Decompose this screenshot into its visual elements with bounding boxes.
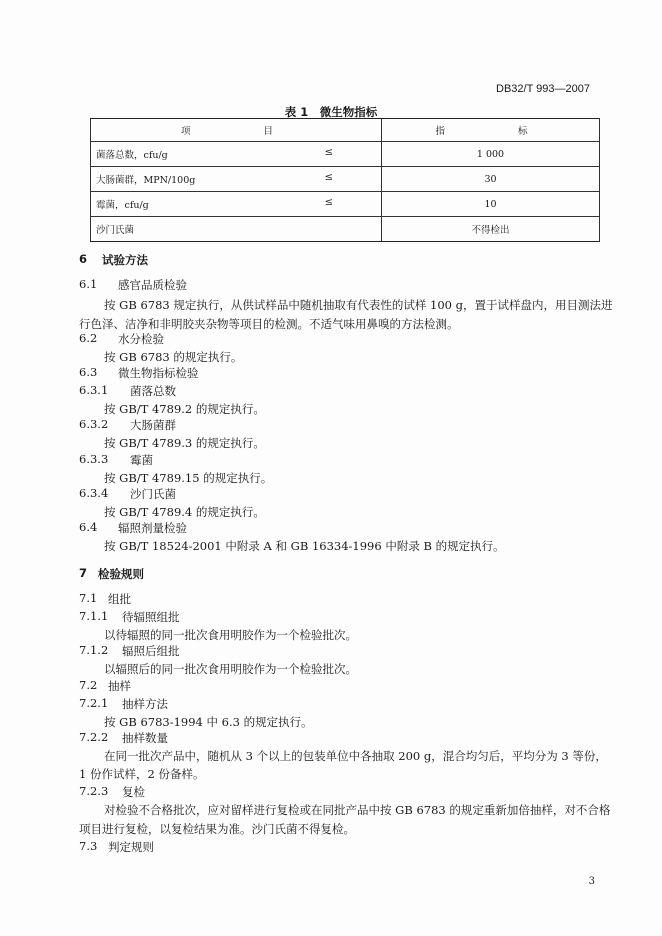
column-header-item: 项 目 (91, 119, 382, 142)
paragraph-line: 对检验不合格批次，应对留样进行复检或在同批产品中按 GB 6783 的规定重新加倍抽样，对不合格 (104, 803, 611, 817)
paragraph-line: 以待辐照的同一批次食用明胶作为一个检验批次。 (104, 628, 357, 642)
table-row (91, 142, 600, 167)
item-label: 菌落总数，cfu/g (96, 150, 168, 161)
table-header-row (91, 119, 600, 142)
paragraph-line: 项目进行复检，以复检结果为准。沙门氏菌不得复检。 (79, 822, 355, 836)
paragraph-line: 在同一批次产品中，随机从 3 个以上的包装单位中各抽取 200 g，混合均匀后，平均分为 3 等份， (104, 749, 607, 763)
paragraph-line: 按 GB/T 4789.4 的规定执行。 (104, 505, 265, 519)
paragraph-line: 行色泽、洁净和非明胶夹杂物等项目的检测。不适气味用鼻嗅的方法检测。 (79, 317, 459, 331)
value-cell: 1 000 (382, 142, 600, 167)
paragraph-line: 按 GB/T 4789.2 的规定执行。 (104, 402, 265, 416)
standard-code: DB32/T 993—2007 (496, 83, 590, 95)
item-cell (91, 167, 382, 192)
paragraph-line: 按 GB 6783 的规定执行。 (104, 350, 243, 364)
value-cell: 10 (382, 192, 600, 217)
comparator: ≤ (324, 147, 333, 158)
comparator: ≤ (324, 172, 333, 183)
paragraph-line: 按 GB/T 18524-2001 中附录 A 和 GB 16334-1996 中附录 B 的规定执行。 (104, 539, 505, 553)
paragraph-line: 按 GB 6783 规定执行，从供试样品中随机抽取有代表性的试样 100 g，置于试样盘内，用目测法进 (104, 298, 613, 312)
paragraph-line: 以辐照后的同一批次食用明胶作为一个检验批次。 (104, 662, 357, 676)
item-label: 沙门氏菌 (96, 225, 135, 236)
paragraph-line: 1 份作试样，2 份备样。 (79, 767, 205, 781)
table-row (91, 167, 600, 192)
item-label: 霉菌，cfu/g (96, 200, 149, 211)
microbial-indicator-table (90, 118, 600, 242)
item-cell (91, 192, 382, 217)
value-cell: 不得检出 (382, 217, 600, 242)
column-header-value: 指 标 (382, 119, 600, 142)
table-row (91, 192, 600, 217)
item-cell (91, 217, 382, 242)
table-row (91, 217, 600, 242)
paragraph-line: 按 GB 6783-1994 中 6.3 的规定执行。 (104, 715, 313, 729)
paragraph-line: 按 GB/T 4789.3 的规定执行。 (104, 436, 265, 450)
value-cell: 30 (382, 167, 600, 192)
table-title: 表 1 微生物指标 (284, 105, 378, 119)
paragraph-line: 按 GB/T 4789.15 的规定执行。 (104, 471, 273, 485)
item-cell (91, 142, 382, 167)
page-number: 3 (588, 876, 595, 887)
item-label: 大肠菌群，MPN/100g (96, 175, 196, 186)
comparator: ≤ (324, 197, 333, 208)
